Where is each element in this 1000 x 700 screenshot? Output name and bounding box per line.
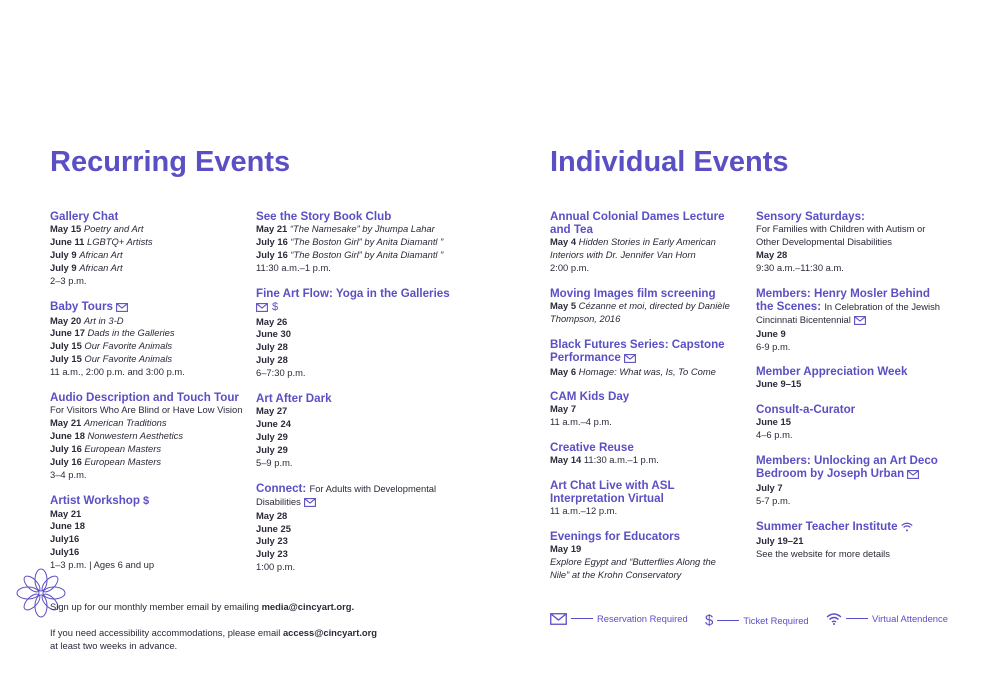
recurring-events-column-1 [50,210,250,584]
event-date-line [550,505,735,518]
event-date: June 30 [256,328,291,340]
event-date-line [256,561,466,574]
access-text: If you need accessibility accommodations, please email [50,627,283,638]
event-title-text: Connect: [256,481,307,495]
event-moving-images-film-screening [550,287,735,326]
event-description: Our Favorite Animals [84,353,173,365]
event-title-text: Art Chat Live with ASL Interpretation Virtual [550,479,675,506]
event-description: Dads in the Galleries [87,327,175,339]
event-date: July 29 [256,430,288,442]
event-sensory-saturdays [756,210,946,275]
event-date-line [756,548,946,561]
signup-text: Sign up for our monthly member email by emailing [50,601,262,612]
event-date-line [50,315,250,328]
event-time: 11:30 a.m.–1 p.m. [256,261,331,273]
event-title-text: Gallery Chat [50,210,119,223]
event-date-line [756,249,946,262]
event-date-line [256,548,466,561]
event-date-line [256,510,466,523]
event-title [550,479,735,505]
event-date: July 29 [256,443,288,455]
event-date-line [50,443,250,456]
event-date-line [550,543,735,556]
mail-icon [550,613,567,625]
event-consult-a-curator [756,403,946,442]
event-date: May 4 [550,236,577,247]
event-time: 11:30 a.m.–1 p.m. [583,454,659,466]
event-description: “The Namesake” by Jhumpa Lahar [289,223,435,234]
event-date-line [50,508,250,521]
event-time: 2–3 p.m. [50,274,87,286]
mail-icon [624,353,636,366]
event-title-suffix: In Celebration of the Jewish Cincinnati Bicentennial [756,300,941,325]
event-date: July 23 [256,535,288,547]
event-title [550,441,735,454]
event-title [550,338,735,366]
event-time: 1:00 p.m. [256,561,296,573]
event-title-text: Sensory Saturdays: [756,210,865,223]
event-title [50,300,250,315]
event-date-line [256,431,466,444]
event-title [550,287,735,300]
event-date-line [50,236,250,249]
event-date-line [50,275,250,288]
mail-icon [116,302,128,315]
event-annual-colonial-dames-lecture-and-tea [550,210,735,275]
event-subtitle: For Families with Children with Autism or Other Developmental Disabilities [756,223,926,247]
event-date-line [550,262,735,275]
event-date: May 19 [550,543,582,555]
event-time: 6-9 p.m. [756,340,791,352]
event-time: 3–4 p.m. [50,468,87,480]
event-title-text: CAM Kids Day [550,390,630,404]
event-time: 11 a.m.–12 p.m. [550,505,618,517]
individual-events-column-1 [550,210,735,594]
event-date-line [50,340,250,353]
event-audio-description-and-touch-tour [50,391,250,481]
event-date-line [50,430,250,443]
event-date: July 15 [50,340,82,352]
event-date-line [256,405,466,418]
event-time: 9:30 a.m.–11:30 a.m. [756,261,844,273]
legend-virtual [826,612,948,625]
event-time: 2:00 p.m. [550,261,590,273]
event-date-line [50,353,250,366]
event-date: May 21 [50,416,82,428]
legend-virtual-label: Virtual Attendence [872,613,948,625]
event-description: Hidden Stories in Early American Interiors with Dr. Jennifer Van Horn [550,236,716,260]
event-title [756,287,946,328]
event-date-line [756,341,946,354]
event-title-text: Summer Teacher Institute [756,519,898,533]
event-date-line [50,546,250,559]
mail-icon [854,315,866,328]
event-description: African Art [79,248,123,260]
event-date-line [550,416,735,429]
event-date-line [256,249,466,262]
event-date: June 18 [50,520,85,532]
event-title-text: See the Story Book Club [256,210,392,223]
event-description: Explore Egypt and “Butterflies Along the Nile” at the Krohn Conservatory [550,555,716,580]
event-title [550,530,735,543]
event-date: July 9 [50,248,77,260]
signup-email-link[interactable]: media@cincyart.org. [261,601,355,612]
event-description: European Masters [84,455,162,467]
event-title [550,390,735,403]
event-subtitle: For Visitors Who Are Blind or Have Low Vision [50,404,243,416]
event-date: May 21 [256,223,288,234]
event-time: 6–7:30 p.m. [256,367,306,379]
dollar-icon: $ [272,300,279,313]
event-date: June 15 [756,416,791,428]
event-date-line [50,223,250,236]
event-date: July 16 [256,235,288,247]
event-date-line [256,535,466,548]
event-date: July 28 [256,341,288,353]
event-title-suffix: For Adults with Developmental Disabilities [256,482,437,507]
event-description: Nonwestern Aesthetics [87,429,184,441]
access-suffix-text: at least two weeks in advance. [50,640,178,651]
event-date: June 25 [256,522,291,534]
event-date-line [550,454,735,467]
event-date: May 15 [50,223,82,234]
event-date: July 16 [50,442,82,454]
event-date-line [256,444,466,457]
event-member-appreciation-week [756,365,946,391]
event-title-text: Art After Dark [256,392,332,406]
mail-icon [304,497,316,510]
event-description: LGBTQ+ Artists [87,235,153,247]
event-description: Our Favorite Animals [84,340,173,352]
event-title [756,520,946,535]
event-time: 5-7 p.m. [756,495,791,507]
event-date: July 16 [50,455,82,467]
event-title [256,287,466,300]
event-description: Cézanne et moi, directed by Danièle Thompson, 2016 [550,299,730,324]
event-time: 11 a.m.–4 p.m. [550,416,612,428]
recurring-events-column-2 [256,210,466,586]
event-title-text: Creative Reuse [550,441,634,455]
event-title-text: Baby Tours [50,299,113,313]
recurring-events-heading: Recurring Events [50,146,291,178]
event-date-line [756,328,946,341]
access-email-link[interactable]: access@cincyart.org [282,627,378,638]
event-title-text: Members: Henry Mosler Behind the Scenes: [756,286,930,313]
event-description: “The Boston Girl” by Anita Diamantl ” [290,248,444,260]
event-date-line [50,327,250,340]
event-title [550,210,735,236]
signup-note [50,600,354,613]
event-date: July16 [50,546,80,558]
event-summer-teacher-institute [756,520,946,561]
event-date-line [550,236,735,262]
wifi-icon [826,613,842,625]
event-date: July 9 [50,261,77,273]
event-title [256,392,466,405]
event-date-line [256,341,466,354]
event-date-line [756,535,946,548]
event-description: Art in 3-D [83,314,124,326]
event-date-line [50,417,250,430]
event-date-line [256,418,466,431]
legend-line [717,620,739,621]
event-evenings-for-educators [550,530,735,582]
event-title-text: Moving Images film screening [550,286,716,300]
wifi-icon [901,522,913,535]
event-date-line [550,556,735,582]
event-time: 4–6 p.m. [756,429,793,441]
event-description: European Masters [84,442,162,454]
event-date-line [756,495,946,508]
event-see-the-story-book-club [256,210,466,275]
event-baby-tours [50,300,250,380]
event-title [256,482,466,510]
legend-reservation [550,612,688,625]
event-art-after-dark [256,392,466,470]
legend-reservation-label: Reservation Required [597,613,688,625]
event-date: June 17 [50,327,85,339]
event-date-line [256,457,466,470]
event-date-line [50,559,250,572]
event-description: African Art [79,261,123,273]
event-title [756,210,946,223]
event-date-line [550,403,735,416]
legend-ticket-label: Ticket Required [743,615,809,626]
event-date: June 24 [256,417,291,429]
event-date: May 20 [50,314,82,326]
event-date: July 19–21 [756,534,804,546]
event-date: June 9 [756,327,786,339]
legend-line [846,618,868,619]
mail-icon [256,303,268,316]
event-date: July 16 [256,248,288,260]
event-members-henry-mosler-behind-the-scenes [756,287,946,354]
event-description: Homage: What was, Is, To Come [578,365,716,377]
event-date-line [256,316,466,329]
event-date: May 26 [256,315,288,327]
event-date-line [50,366,250,379]
event-time: 1–3 p.m. | Ages 6 and up [50,559,155,571]
event-date-line [50,520,250,533]
event-title-text: Members: Unlocking an Art Deco Bedroom by Joseph Urban [756,454,938,481]
dollar-icon: $ [705,612,714,629]
event-date-line [550,300,735,326]
event-date-line [256,328,466,341]
event-date: July 7 [756,482,783,494]
event-date-line [256,354,466,367]
event-gallery-chat [50,210,250,288]
event-title [756,454,946,482]
event-cam-kids-day [550,390,735,429]
event-creative-reuse [550,441,735,467]
event-title-text: Annual Colonial Dames Lecture and Tea [550,210,725,236]
event-date: July 15 [50,353,82,365]
event-date: May 28 [756,248,788,260]
event-date-line [756,482,946,495]
event-date-line [50,249,250,262]
legend-ticket [705,612,809,629]
event-title-text: Consult-a-Curator [756,403,856,417]
event-description: “The Boston Girl” by Anita Diamantl ” [290,235,444,247]
event-date: July 23 [256,548,288,560]
event-date: July16 [50,533,80,545]
event-date-line [50,469,250,482]
event-date-line [50,262,250,275]
event-date-line [50,533,250,546]
event-title-text: Evenings for Educators [550,530,681,544]
event-date: May 6 [550,365,577,377]
event-date-line [256,223,466,236]
event-title [50,210,250,223]
event-date-line [550,366,735,379]
event-date: May 28 [256,509,288,521]
event-date: May 5 [550,299,577,311]
event-description: American Traditions [83,416,167,428]
legend-line [571,618,593,619]
dollar-icon: $ [142,494,150,507]
event-title [756,365,946,378]
event-date: May 21 [50,507,82,519]
event-date: May 27 [256,405,288,417]
event-title [756,403,946,416]
event-date: June 9–15 [756,378,802,390]
event-date-line [256,523,466,536]
event-date-line [256,236,466,249]
individual-events-column-2 [756,210,946,573]
event-description: Poetry and Art [83,223,144,234]
event-title [256,210,466,223]
event-title-text: Black Futures Series: Capstone Performance [550,337,725,364]
event-members-unlocking-an-art-deco-bedroom-by-joseph-urban [756,454,946,508]
accessibility-note [50,626,377,652]
event-title [50,391,250,404]
event-date-line [756,262,946,275]
event-title-text: Member Appreciation Week [756,365,908,379]
event-date-line [756,416,946,429]
event-fine-art-flow-yoga-in-the-galleries [256,287,466,380]
event-date-line [256,262,466,275]
event-artist-workshop [50,494,250,573]
event-art-chat-live-with-asl-interpretation-virtual [550,479,735,518]
event-title-text: Audio Description and Touch Tour [50,391,239,405]
event-black-futures-series-capstone-performance [550,338,735,379]
event-date: June 18 [50,429,85,441]
event-title-text: Artist Workshop [50,493,140,507]
event-time: 11 a.m., 2:00 p.m. and 3:00 p.m. [50,366,185,378]
event-date: May 7 [550,403,577,415]
mail-icon [907,469,919,482]
event-date-line [756,429,946,442]
event-title-text: Fine Art Flow: Yoga in the Galleries [256,286,450,300]
event-icons [256,301,466,316]
event-time: See the website for more details [756,547,890,559]
event-connect [256,482,466,575]
event-date-line [756,378,946,391]
event-date-line [50,456,250,469]
event-date-line [256,367,466,380]
event-time: 5–9 p.m. [256,456,293,468]
event-date: June 11 [50,235,85,247]
individual-events-heading: Individual Events [550,146,789,178]
event-title [50,494,250,508]
event-date: July 28 [256,354,288,366]
event-date: May 14 [550,454,582,466]
